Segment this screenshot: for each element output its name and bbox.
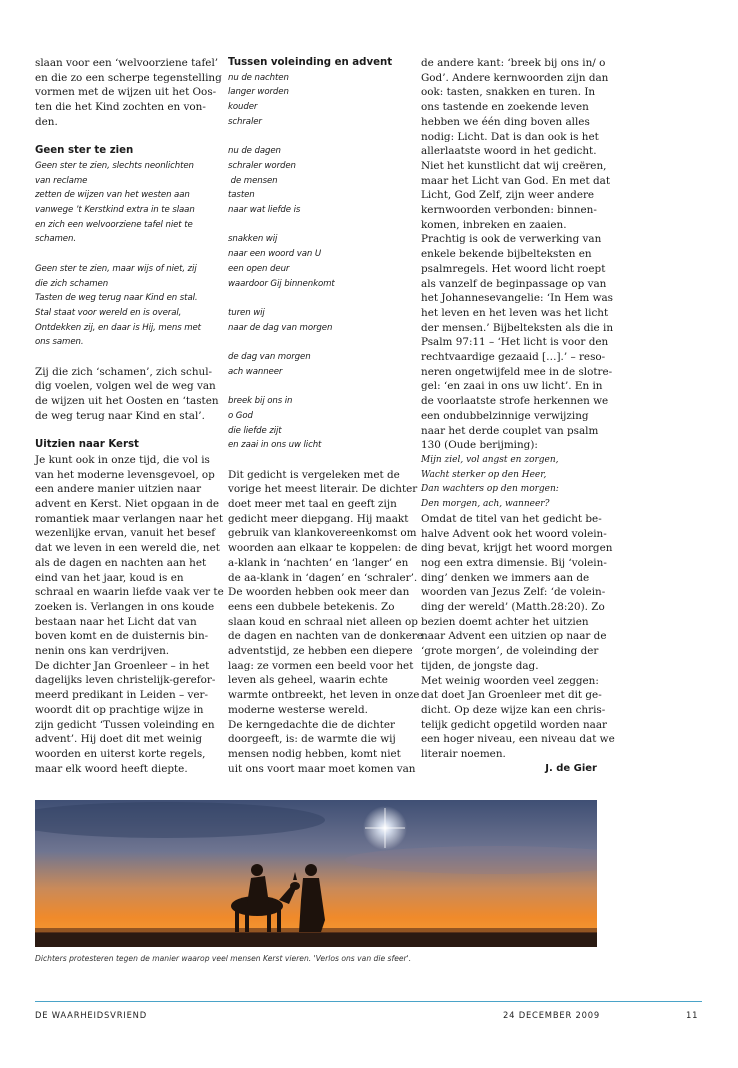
text-line: Prachtig is ook de verwerking van <box>421 233 602 246</box>
text-line: het leven en het leven was het licht <box>421 306 609 319</box>
text-line: God’. Andere kernwoorden zijn dan <box>421 71 609 84</box>
text-line: Zij die zich ‘schamen’, zich schul- <box>35 365 213 378</box>
text-line: de mensen <box>228 175 278 186</box>
text-line: maar het Licht van God. En met dat <box>421 174 610 187</box>
paragraph-gedicht <box>228 468 423 777</box>
text-line: naar wat liefde is <box>228 205 301 216</box>
text-line: telijk gedicht opgetild worden naar <box>421 718 608 731</box>
text-line: van het moderne levensgevoel, op <box>35 468 215 481</box>
poem-stanza-2 <box>35 262 211 350</box>
text-line: neren ongetwijfeld mee in de slotre- <box>421 365 613 378</box>
paragraph-intro <box>35 56 222 130</box>
text-line: moderne westerse wereld. <box>228 703 368 716</box>
text-line: slaan koud en schraal niet alleen op <box>228 615 418 628</box>
text-line: de weg terug naar Kind en stal’. <box>35 409 205 422</box>
text-line: woorden aan elkaar te koppelen: de <box>228 542 418 555</box>
text-line: Psalm 97:11 – ‘Het licht is voor den <box>421 336 609 349</box>
text-line: schraler worden <box>228 160 296 171</box>
text-line: advent en Kerst. Niet opgaan in de <box>35 498 219 511</box>
text-line: kernwoorden verbonden: binnen- <box>421 204 597 217</box>
text-line: Tasten de weg terug naar Kind en stal. <box>35 293 198 304</box>
text-line: Stal staat voor wereld en is overal, <box>35 307 182 318</box>
text-line: eind van het jaar, koud is en <box>35 571 184 584</box>
text-line: snakken wij <box>228 234 278 245</box>
text-line: psalmregels. Het woord licht roept <box>421 262 606 275</box>
text-line: leven als geheel, waarin echte <box>228 674 388 687</box>
text-line: naar Advent een uitzien op naar de <box>421 630 607 643</box>
author-signature: J. de Gier <box>545 762 597 774</box>
text-line: Ontdekken zij, en daar is Hij, mens met <box>35 322 201 333</box>
text-line: slaan voor een ‘welvoorziene tafel’ <box>35 57 219 69</box>
text-line: dig voelen, volgen wel de weg van <box>35 380 216 393</box>
text-line: Licht, God Zelf, zijn weer andere <box>421 189 595 202</box>
text-line: ach wanneer <box>228 366 283 377</box>
text-line: die zich schamen <box>35 278 109 289</box>
text-line: Geen ster te zien, slechts neonlichten <box>35 160 194 171</box>
heading-uitzien: Uitzien naar Kerst <box>35 439 139 451</box>
text-line: van reclame <box>35 175 88 186</box>
text-line: o God <box>228 410 253 421</box>
text-line: Wacht sterker op den Heer, <box>421 469 547 480</box>
footer-publication: DE WAARHEIDSVRIEND <box>35 1010 147 1020</box>
text-line: 130 (Oude berijming): <box>421 439 538 452</box>
text-line: dagelijks leven christelijk-gerefor- <box>35 674 216 687</box>
text-line: komen, inbreken en zaaien. <box>421 218 567 231</box>
text-line: eens een dubbele betekenis. Zo <box>228 600 395 613</box>
text-line: vormen met de wijzen uit het Oos- <box>35 86 217 99</box>
footer-rule <box>35 1001 702 1002</box>
text-line: allerlaatste woord in het gedicht. <box>421 145 597 158</box>
text-line: laag: ze vormen een beeld voor het <box>228 659 414 672</box>
text-line: de dag van morgen <box>228 352 311 362</box>
poem-title: Tussen voleinding en advent <box>228 57 393 68</box>
text-line: gel: ‘en zaai in ons uw licht’. En in <box>421 380 603 393</box>
text-line: Je kunt ook in onze tijd, die vol is <box>35 453 210 466</box>
poem-stanza-1 <box>35 159 211 247</box>
column-2 <box>228 56 423 776</box>
text-line: enkele bekende bijbelteksten en <box>421 248 592 261</box>
text-line: der mensen.’ Bijbelteksten als die in <box>421 321 614 334</box>
page-number: 11 <box>686 1010 699 1020</box>
text-line: schraal en waarin liefde vaak ver te <box>35 586 224 599</box>
text-line: dat doet Jan Groenleer met dit ge- <box>421 689 602 702</box>
text-line: het Johannesevangelie: ‘In Hem was <box>421 292 613 305</box>
text-line: De dichter Jan Groenleer – in het <box>35 659 210 672</box>
text-line: woorden van Jezus Zelf: ‘de volein- <box>421 586 606 599</box>
text-line: ook: tasten, snakken en turen. In <box>421 86 596 99</box>
text-line: nog een extra dimensie. Bij ‘volein- <box>421 556 607 569</box>
text-line: woorden en uiterst korte regels, <box>35 747 206 760</box>
text-line: de andere kant: ‘breek bij ons in/ o <box>421 57 606 69</box>
text-line: als de dagen en nachten aan het <box>35 556 207 569</box>
text-line: dat we leven in een wereld die, net <box>35 542 220 555</box>
text-line: als vanzelf de beginpassage op van <box>421 277 607 290</box>
psalm-quote <box>421 453 597 512</box>
text-line: tijden, de jongste dag. <box>421 659 539 672</box>
text-line: de aa-klank in ‘dagen’ en ‘schraler’. <box>228 571 418 584</box>
text-line: zetten de wijzen van het westen aan <box>35 190 190 201</box>
text-line: ons samen. <box>35 337 84 348</box>
poem-stanza-s3 <box>228 232 406 291</box>
text-line: meerd predikant in Leiden – ver- <box>35 689 208 702</box>
photo-caption: Dichters protesteren tegen de manier waarop veel mensen Kerst vieren. 'Verlos ons van die sfeer'. <box>35 954 412 963</box>
poem-stanza-s6 <box>228 394 406 453</box>
text-line: waardoor Gij binnenkomt <box>228 278 335 289</box>
text-line: vorige het meest literair. De dichter <box>228 483 418 496</box>
text-line: maar elk woord heeft diepte. <box>35 762 188 775</box>
paragraph-schamen <box>35 365 219 424</box>
text-line: ons tastende en zoekende leven <box>421 101 589 114</box>
text-line: Met weinig woorden veel zeggen: <box>421 674 599 687</box>
paragraph-kant <box>421 56 614 453</box>
text-line: breek bij ons in <box>228 396 293 407</box>
text-line: ding’ denken we immers aan de <box>421 571 590 584</box>
paragraph-uitzien <box>35 453 224 776</box>
poem-stanza-s2 <box>228 144 406 218</box>
text-line: Geen ster te zien, maar wijs of niet, zij <box>35 263 197 274</box>
paragraph-titel <box>421 512 615 762</box>
text-line: zoeken is. Verlangen in ons koude <box>35 600 215 613</box>
text-line: wezenlijke ervan, vanuit het besef <box>35 527 216 540</box>
text-line: ding bevat, krijgt het woord morgen <box>421 542 613 555</box>
text-line: een andere manier uitzien naar <box>35 483 202 496</box>
poem-stanza-s1 <box>228 71 406 130</box>
text-line: en zich een welvoorziene tafel niet te <box>35 219 193 230</box>
text-line: a-klank in ‘nachten’ en ‘langer’ en <box>228 556 409 569</box>
text-line: Den morgen, ach, wanneer? <box>421 499 550 510</box>
text-line: doet meer met taal en geeft zijn <box>228 498 397 510</box>
text-line: naar een woord van U <box>228 249 322 260</box>
text-line: boven komt en de duisternis bin- <box>35 630 209 643</box>
text-line: mensen nodig hebben, komt niet <box>228 747 401 760</box>
text-line: kouder <box>228 102 258 113</box>
text-line: de wijzen uit het Oosten en ‘tasten <box>35 395 219 408</box>
poem-stanza-s4 <box>228 306 406 335</box>
text-line: Niet het kunstlicht dat wij creëren, <box>421 159 607 172</box>
text-line: naar de dag van morgen <box>228 322 333 333</box>
text-line: De woorden hebben ook meer dan <box>228 586 410 599</box>
text-line: de dagen en nachten van de donkere <box>228 630 423 643</box>
text-line: een hoger niveau, een niveau dat we <box>421 733 615 746</box>
text-line: uit ons voort maar moet komen van <box>228 762 416 775</box>
text-line: warmte ontbreekt, het leven in onze <box>228 689 420 702</box>
text-line: De kerngedachte die de dichter <box>228 718 395 731</box>
text-line: Dit gedicht is vergeleken met de <box>228 468 400 481</box>
text-line: nenin ons kan verdrijven. <box>35 645 170 658</box>
nativity-silhouette-image <box>35 800 597 947</box>
heading-geen-ster: Geen ster te zien <box>35 145 134 157</box>
text-line: gebruik van klankovereenkomst om <box>228 527 417 540</box>
text-line: ten die het Kind zochten en von- <box>35 101 206 114</box>
text-line: die liefde zijt <box>228 425 282 436</box>
text-line: rechtvaardige gezaaid […].’ – reso- <box>421 351 606 364</box>
text-line: de voorlaatste strofe herkennen we <box>421 395 609 408</box>
text-line: nu de dagen <box>228 146 281 157</box>
text-line: bestaan naar het Licht dat van <box>35 615 197 628</box>
text-line: schamen. <box>35 234 76 245</box>
text-line: schraler <box>228 116 262 127</box>
column-3 <box>421 56 615 776</box>
text-line: Mijn ziel, vol angst en zorgen, <box>421 454 559 465</box>
text-line: een ondubbelzinnige verwijzing <box>421 409 589 422</box>
text-line: Dan wachters op den morgen: <box>421 484 559 495</box>
text-line: langer worden <box>228 87 289 98</box>
text-line: vanwege ’t Kerstkind extra in te slaan <box>35 205 195 216</box>
text-line: advent’. Hij doet dit met weinig <box>35 733 203 746</box>
text-line: halve Advent ook het woord volein- <box>421 527 607 540</box>
text-line: Omdat de titel van het gedicht be- <box>421 512 602 525</box>
text-line: woordt dit op prachtige wijze in <box>35 703 204 716</box>
footer-date: 24 DECEMBER 2009 <box>503 1010 601 1020</box>
text-line: naar het derde couplet van psalm <box>421 424 599 437</box>
text-line: ‘grote morgen’, de voleinding der <box>421 645 599 658</box>
poem-stanza-s5 <box>228 350 406 379</box>
text-line: hebben we één ding boven alles <box>421 115 590 128</box>
text-line: adventstijd, ze hebben een diepere <box>228 645 413 658</box>
text-line: bezien doemt achter het uitzien <box>421 615 589 628</box>
text-line: gedicht meer diepgang. Hij maakt <box>228 512 409 525</box>
text-line: literair noemen. <box>421 748 506 761</box>
text-line: romantiek maar verlangen naar het <box>35 512 224 525</box>
text-line: den. <box>35 115 58 128</box>
text-line: nodig: Licht. Dat is dan ook is het <box>421 130 599 143</box>
text-line: tasten <box>228 190 255 201</box>
column-1 <box>35 56 224 776</box>
text-line: ding der wereld’ (Matth.28:20). Zo <box>421 601 605 614</box>
text-line: turen wij <box>228 307 265 318</box>
sunset-photo <box>35 800 597 947</box>
text-line: en zaai in ons uw licht <box>228 440 322 451</box>
text-line: en die zo een scherpe tegenstelling <box>35 71 222 84</box>
text-line: nu de nachten <box>228 72 289 83</box>
text-line: een open deur <box>228 263 290 274</box>
text-line: dicht. Op deze wijze kan een chris- <box>421 703 606 716</box>
text-line: zijn gedicht ‘Tussen voleinding en <box>35 718 215 731</box>
text-line: doorgeeft, is: de warmte die wij <box>228 733 396 746</box>
